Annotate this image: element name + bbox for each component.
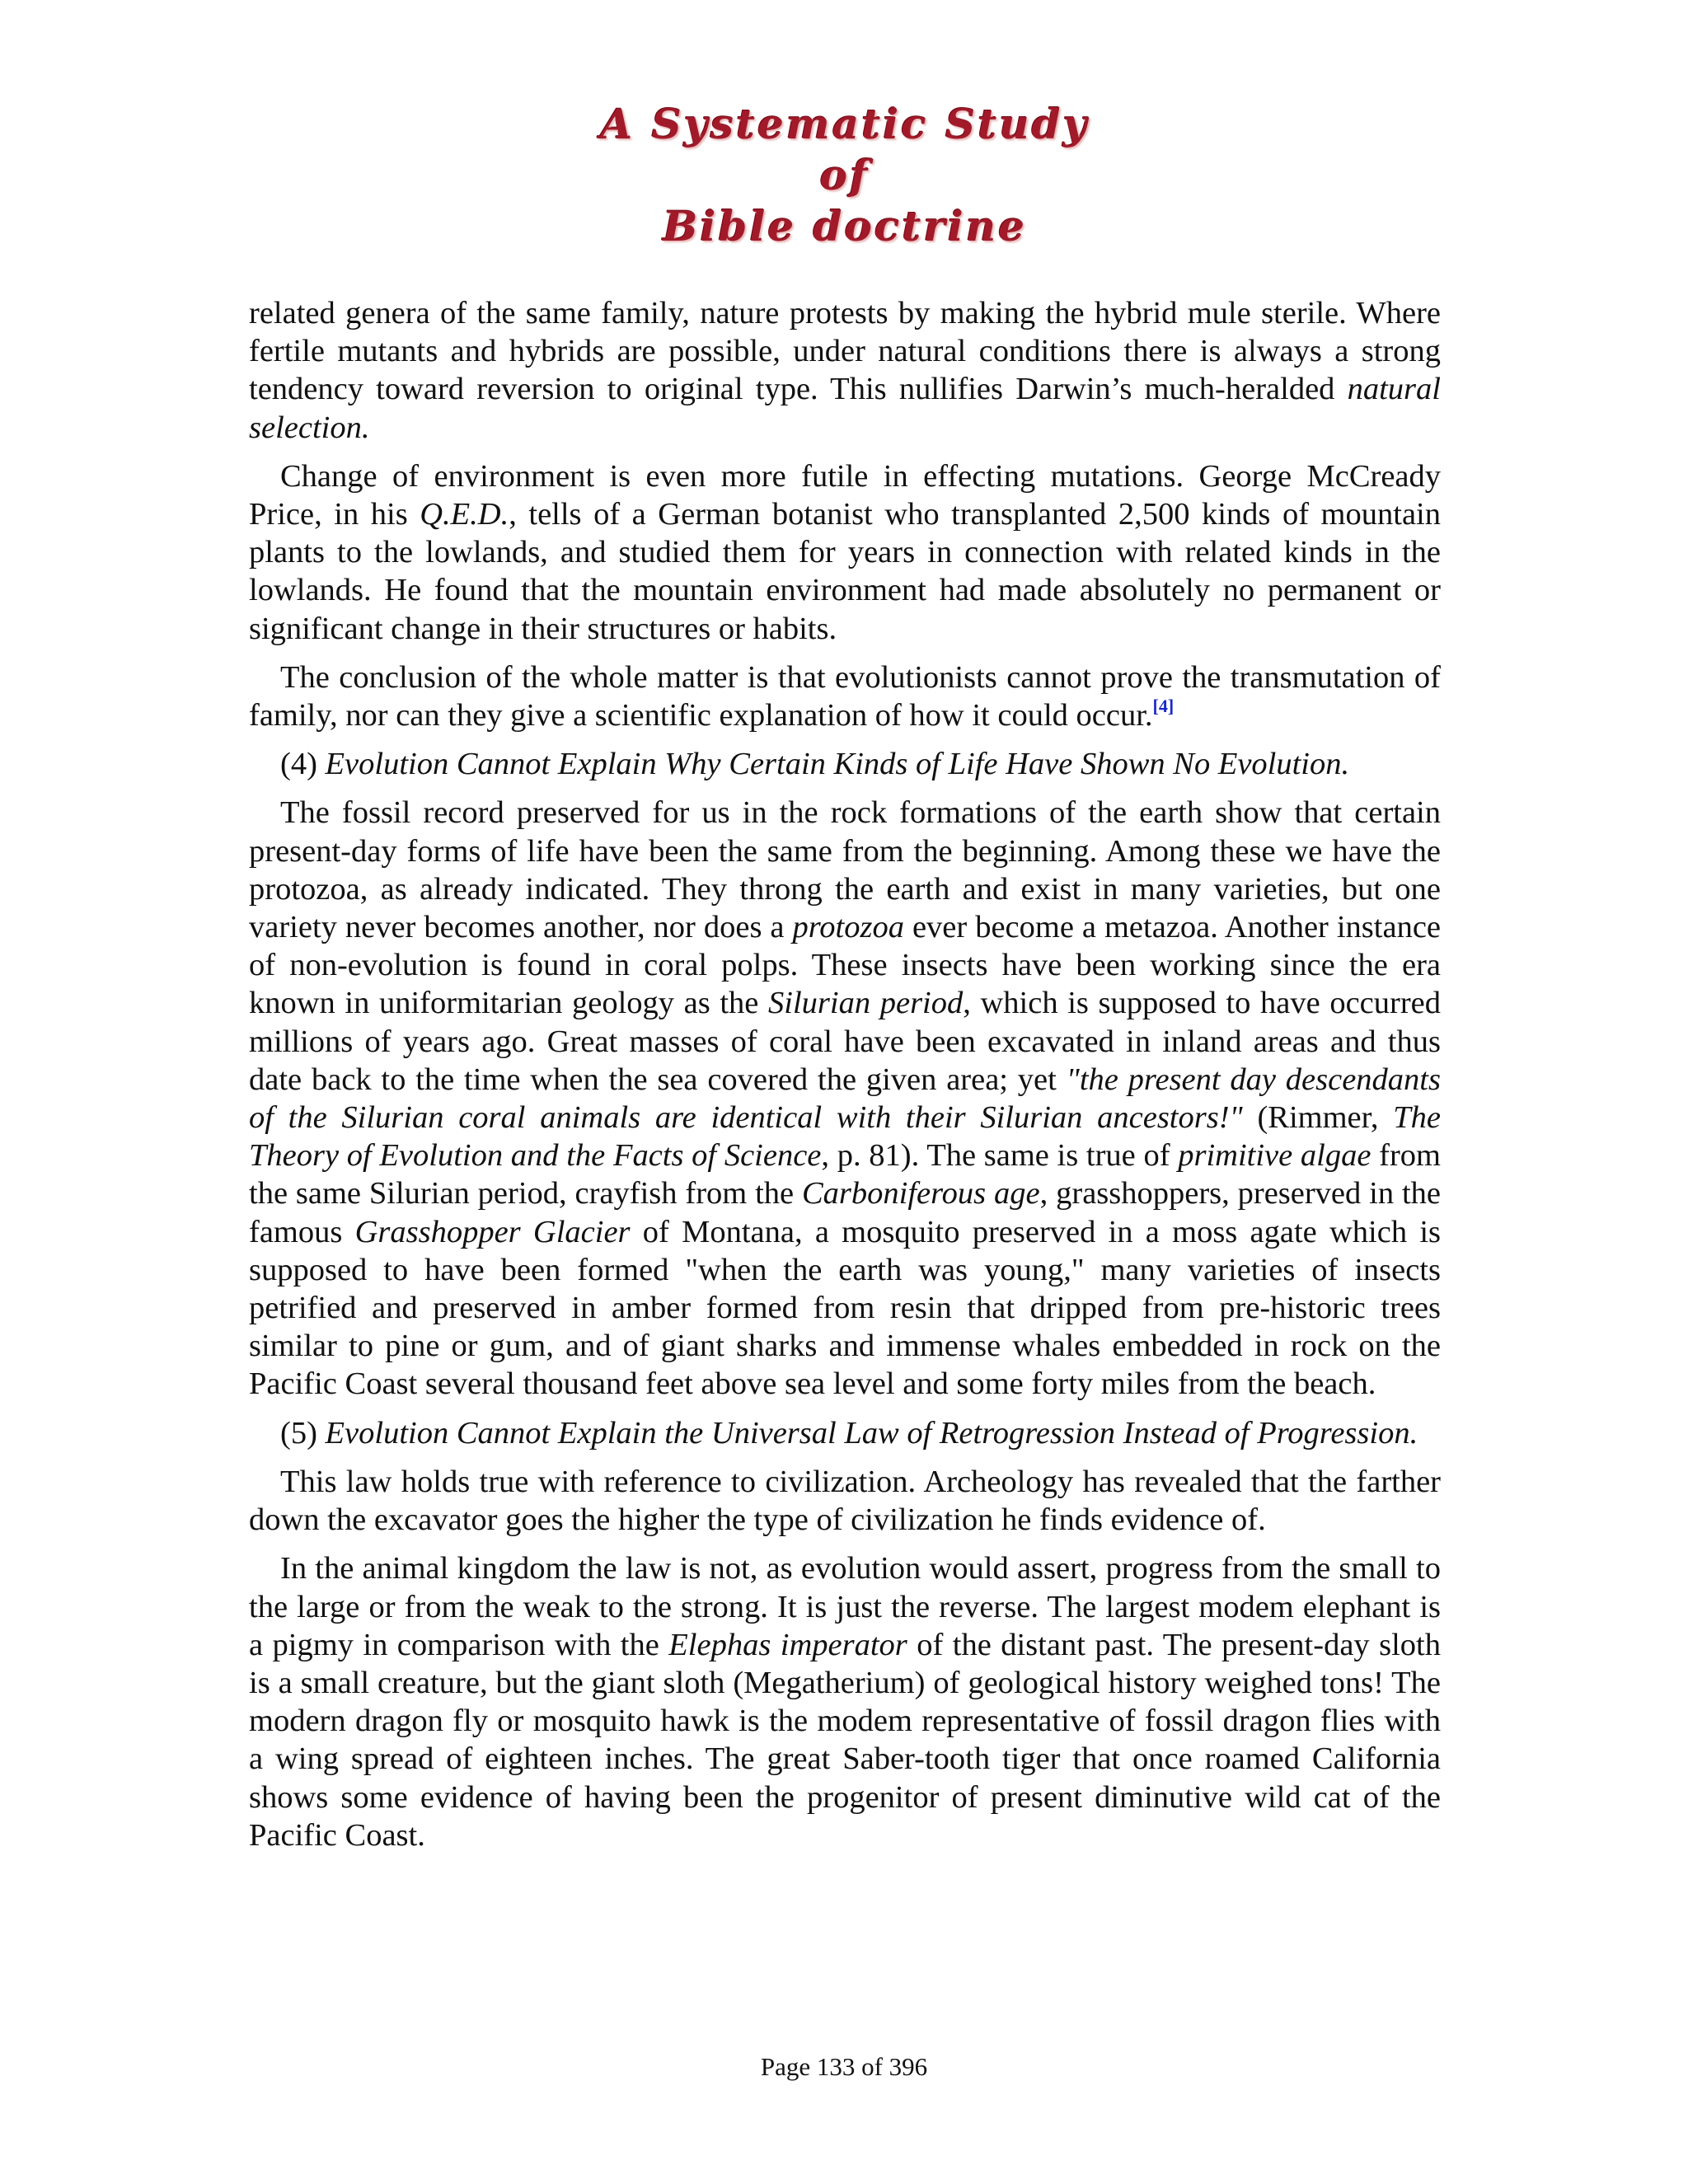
paragraph-text: , p. 81). The same is true of <box>821 1138 1179 1174</box>
book-title-line-2: Bible doctrine <box>663 202 1027 251</box>
italic-term: Grasshopper Glacier <box>354 1214 631 1249</box>
italic-term: Carboniferous age <box>801 1176 1040 1212</box>
section-title: Evolution Cannot Explain the Universal Law of Retrogression Instead of Progression. <box>325 1415 1418 1451</box>
italic-quote: "the present day descendants of the Silurian coral animals are identical with their Silurian ancestors!" <box>249 1062 1441 1136</box>
paragraph-text: This law holds true with reference to civilization. Archeology has revealed that the farther down the excavator goes the higher the type of civilization he finds evidence of. <box>249 1464 1441 1538</box>
italic-term: natural selection. <box>249 372 1441 445</box>
paragraph-text: , grasshoppers, preserved in the famous <box>249 1176 1441 1249</box>
paragraph-text: , which is supposed to have occurred millions of years ago. Great masses of coral have been excavated in inland areas and thus date back to the time when the sea covered the given area; yet <box>249 986 1441 1097</box>
paragraph-civilization <box>249 1463 1441 1539</box>
paragraph-text: Change of environment is even more futile in effecting mutations. George McCready Price, in his <box>249 458 1441 532</box>
page-number: Page 133 of 396 <box>760 2052 928 2081</box>
paragraph-conclusion <box>249 658 1441 734</box>
section-heading-4 <box>249 745 1441 783</box>
paragraph-text: ever become a metazoa. Another instance of non-evolution is found in coral polps. These insects have been working since the era known in uniformitarian geology as the <box>249 910 1441 1021</box>
italic-term: primitive algae <box>1178 1138 1372 1174</box>
page-body <box>249 294 1441 1865</box>
paragraph-text: , tells of a German botanist who transplanted 2,500 kinds of mountain plants to the lowlands, and studied them for years in connection with related kinds in the lowlands. He found that the mountain environment had made absolutely no permanent or significant change in their structures or habits. <box>249 497 1441 646</box>
italic-term: Silurian period <box>768 986 964 1021</box>
paragraph-fossil-record <box>249 794 1441 1403</box>
paragraph-text: In the animal kingdom the law is not, as evolution would assert, progress from the small to the large or from the weak to the strong. It is just the reverse. The largest modem elephant is a pigmy in comparison with the <box>249 1551 1441 1662</box>
italic-term: Elephas imperator <box>668 1627 907 1662</box>
paragraph-continuation <box>249 294 1441 447</box>
paragraph-environment <box>249 457 1441 648</box>
book-title-citation: Q.E.D. <box>420 497 509 532</box>
italic-term: protozoa <box>792 910 904 945</box>
book-title-citation: The Theory of Evolution and the Facts of Science <box>249 1100 1441 1174</box>
paragraph-text: of the distant past. The present-day sloth is a small creature, but the giant sloth (Megatherium) of geological history weighed tons! The modern dragon fly or mosquito hawk is the modem representative of fossil dragon flies with a wing spread of eighteen inches. The great Saber-tooth tiger that once roamed California shows some evidence of having been the progenitor of present diminutive wild cat of the Pacific Coast. <box>249 1627 1441 1853</box>
paragraph-text: of Montana, a mosquito preserved in a moss agate which is supposed to have been formed "when the earth was young," many varieties of insects petrified and preserved in amber formed from resin that dripped from pre-historic trees similar to pine or gum, and of giant sharks and immense whales embedded in rock on the Pacific Coast several thousand feet above sea level and some forty miles from the beach. <box>249 1214 1442 1402</box>
book-title-line-1: A Systematic Study of <box>600 100 1090 199</box>
paragraph-text: The fossil record preserved for us in the rock formations of the earth show that certain present-day forms of life have been the same from the beginning. Among these we have the protozoa, as already indicated. They throng the earth and exist in many varieties, but one variety never becomes another, nor does a <box>249 795 1441 945</box>
section-title: Evolution Cannot Explain Why Certain Kinds of Life Have Shown No Evolution. <box>325 747 1350 782</box>
paragraph-text: (Rimmer, <box>1242 1100 1394 1136</box>
section-number: (5) <box>280 1415 326 1451</box>
section-number: (4) <box>280 747 326 782</box>
paragraph-text: related genera of the same family, nature protests by making the hybrid mule sterile. Where fertile mutants and hybrids are possible, under natural conditions there is always a strong tendency toward reversion to original type. This nullifies Darwin’s much-heralded <box>249 296 1441 407</box>
paragraph-text: The conclusion of the whole matter is that evolutionists cannot prove the transmutation of family, nor can they give a scientific explanation of how it could occur. <box>249 659 1441 733</box>
paragraph-text: from the same Silurian period, crayfish from the <box>249 1138 1441 1212</box>
footnote-link[interactable]: [4] <box>1152 696 1175 717</box>
paragraph-animal-kingdom <box>249 1549 1441 1854</box>
section-heading-5 <box>249 1414 1441 1452</box>
book-title-banner <box>569 99 1121 251</box>
